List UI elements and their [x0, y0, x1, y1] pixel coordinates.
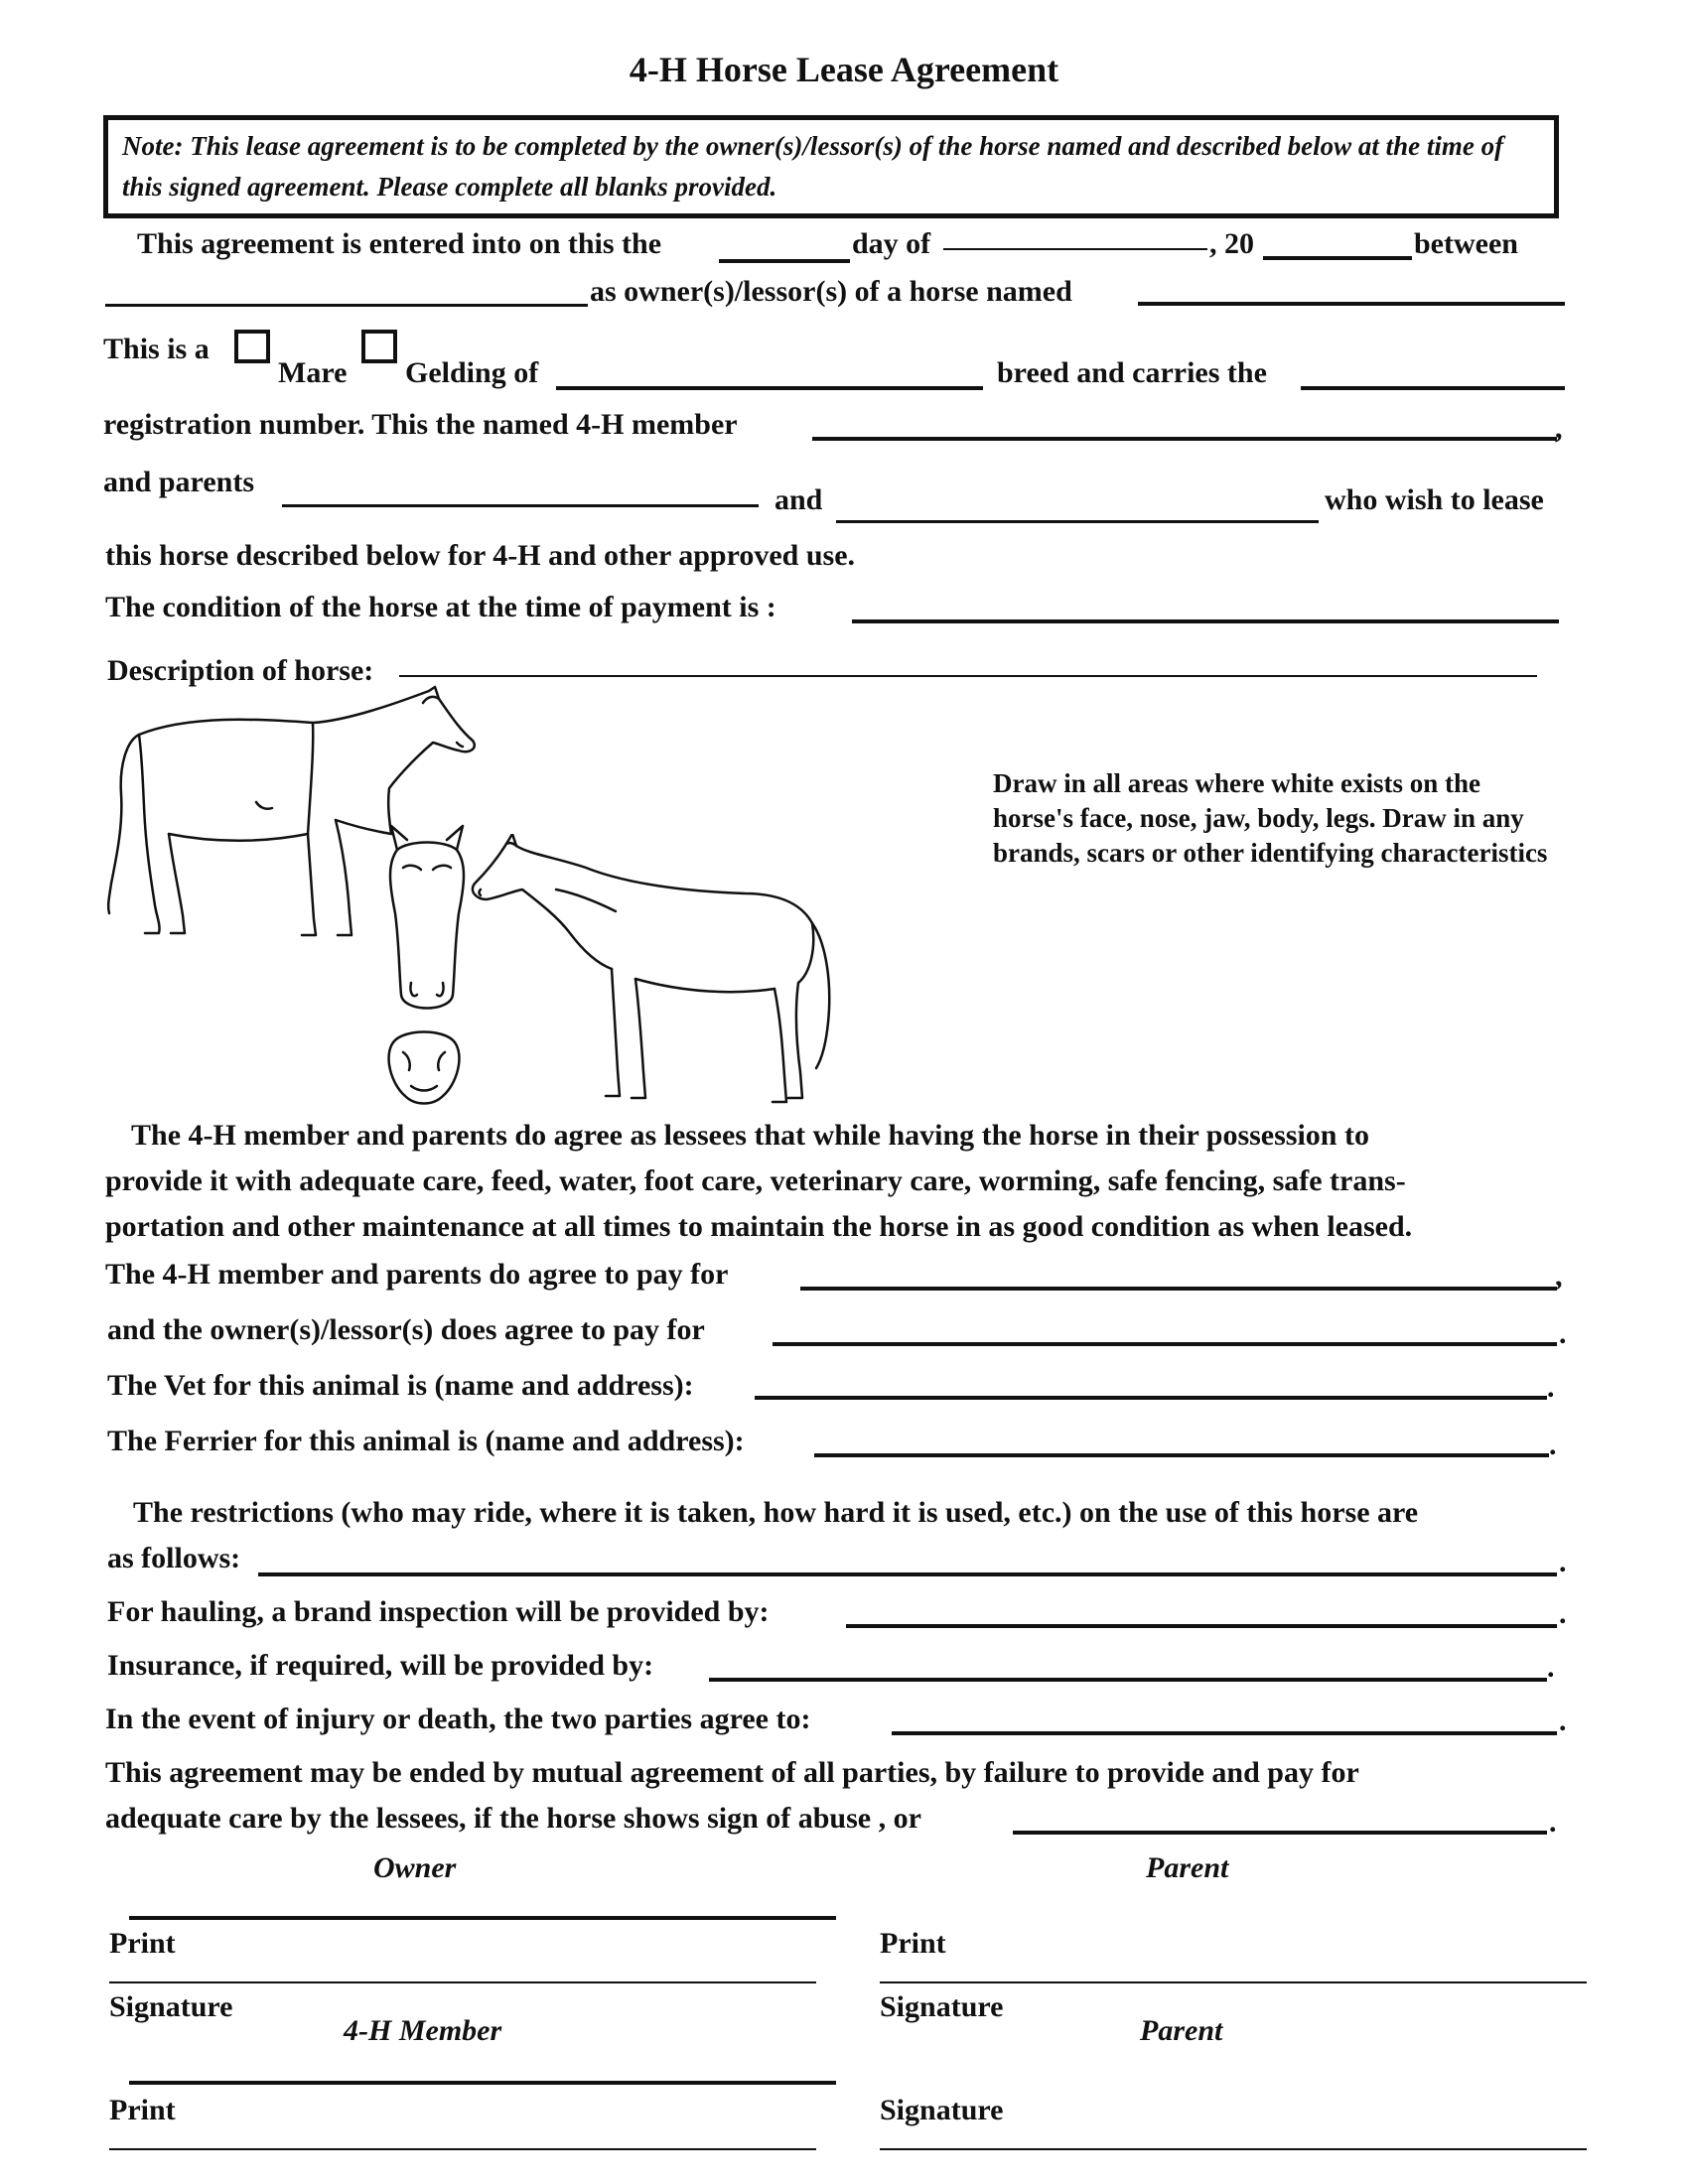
period: .: [1549, 1429, 1557, 1461]
period: .: [1559, 1317, 1567, 1350]
horse-name-blank[interactable]: [1138, 302, 1565, 306]
lessee-paragraph-line3: portation and other maintenance at all times to maintain the horse in as good condition as when leased.: [105, 1210, 1413, 1243]
this-is-a-text: This is a: [103, 333, 210, 365]
injury-text: In the event of injury or death, the two parties agree to:: [105, 1703, 811, 1735]
comma: ,: [1555, 1260, 1563, 1293]
period: .: [1547, 1651, 1555, 1684]
member-print-line[interactable]: [129, 2081, 836, 2085]
owner-signature-label: Signature: [109, 1990, 233, 2023]
restrictions-blank[interactable]: [258, 1572, 1557, 1576]
horse-face-front-icon: [377, 824, 477, 1023]
parent2-signature-line[interactable]: [880, 2148, 1587, 2150]
parent1-blank[interactable]: [282, 504, 759, 507]
owner-label: Owner: [373, 1851, 457, 1884]
period: .: [1559, 1705, 1567, 1737]
owner-pay-text: and the owner(s)/lessor(s) does agree to pay for: [107, 1313, 705, 1346]
year-prefix-text: , 20: [1209, 227, 1254, 260]
month-blank[interactable]: [943, 248, 1207, 250]
page-title: 4-H Horse Lease Agreement: [629, 50, 1059, 89]
period: .: [1559, 1597, 1567, 1630]
member-pay-blank[interactable]: [800, 1287, 1557, 1291]
mare-label: Mare: [278, 356, 348, 389]
description-text: Description of horse:: [107, 654, 374, 687]
owner-name-blank[interactable]: [105, 304, 588, 307]
lease-text: who wish to lease: [1325, 483, 1544, 516]
between-text: between: [1414, 227, 1518, 260]
parent2-signature-label: Signature: [880, 2094, 1004, 2126]
parents-text: and parents: [103, 466, 254, 498]
mare-checkbox[interactable]: [234, 330, 270, 363]
agreement-date-text: This agreement is entered into on this the: [137, 227, 662, 260]
ferrier-text: The Ferrier for this animal is (name and address):: [107, 1425, 745, 1457]
vet-blank[interactable]: [755, 1396, 1547, 1400]
member-signature-line[interactable]: [109, 2148, 816, 2150]
lessee-paragraph-line1: The 4-H member and parents do agree as lessees that while having the horse in their possession to: [131, 1119, 1369, 1152]
note-box: [103, 115, 1559, 218]
gelding-checkbox[interactable]: [361, 330, 397, 363]
registration-text: registration number. This the named 4-H member: [103, 408, 738, 441]
owner-print-line[interactable]: [129, 1916, 836, 1920]
registration-blank[interactable]: [1301, 386, 1565, 390]
hauling-text: For hauling, a brand inspection will be provided by:: [107, 1595, 770, 1628]
year-blank[interactable]: [1263, 256, 1412, 260]
injury-blank[interactable]: [892, 1731, 1557, 1735]
ended-line1: This agreement may be ended by mutual agreement of all parties, by failure to provide and pay for: [105, 1756, 1359, 1789]
lessee-paragraph-line2: provide it with adequate care, feed, water, foot care, veterinary care, worming, safe fencing, safe trans-: [105, 1164, 1406, 1197]
ended-line2: adequate care by the lessees, if the horse shows sign of abuse , or: [105, 1802, 921, 1835]
owner-signature-line[interactable]: [109, 1981, 816, 1983]
note-text: Note: This lease agreement is to be completed by the owner(s)/lessor(s) of the horse named and described below at the time of this signed agreement. Please complete all blanks provided.: [122, 131, 1504, 202]
member-print-label: Print: [109, 2094, 176, 2126]
and-text: and: [774, 483, 823, 516]
restrictions-line2: as follows:: [107, 1542, 241, 1574]
period: .: [1547, 1371, 1555, 1404]
insurance-text: Insurance, if required, will be provided by:: [107, 1649, 654, 1682]
parent-signature-label: Signature: [880, 1990, 1004, 2023]
draw-instructions: Draw in all areas where white exists on the horse's face, nose, jaw, body, legs. Draw in any brands, scars or other identifying characteristics: [993, 768, 1548, 868]
parent-print-label: Print: [880, 1927, 946, 1960]
owner-pay-blank[interactable]: [773, 1342, 1557, 1346]
member-pay-text: The 4-H member and parents do agree to pay for: [105, 1258, 729, 1291]
member-name-blank[interactable]: [812, 437, 1557, 441]
parent2-label: Parent: [1140, 2014, 1223, 2047]
horse-muzzle-icon: [379, 1023, 469, 1112]
condition-blank[interactable]: [852, 619, 1559, 623]
period: .: [1559, 1546, 1567, 1578]
day-of-text: day of: [852, 227, 931, 260]
member-label: 4-H Member: [344, 2014, 502, 2047]
ended-blank[interactable]: [1013, 1831, 1547, 1835]
parent-label: Parent: [1146, 1851, 1229, 1884]
ferrier-blank[interactable]: [814, 1453, 1549, 1457]
gelding-label: Gelding of: [405, 356, 539, 389]
breed-text: breed and carries the: [997, 356, 1267, 389]
comma: ,: [1555, 412, 1563, 445]
breed-blank[interactable]: [556, 386, 983, 390]
parent2-blank[interactable]: [836, 520, 1319, 523]
parent-print-line[interactable]: [880, 1981, 1587, 1983]
condition-text: The condition of the horse at the time of payment is :: [105, 591, 776, 623]
day-blank[interactable]: [719, 259, 850, 263]
restrictions-line1: The restrictions (who may ride, where it is taken, how hard it is used, etc.) on the use of this horse are: [133, 1496, 1419, 1529]
insurance-blank[interactable]: [709, 1678, 1547, 1682]
hauling-blank[interactable]: [846, 1624, 1557, 1628]
owner-print-label: Print: [109, 1927, 176, 1960]
horse-side-right-icon: [467, 834, 864, 1122]
description-blank[interactable]: [399, 675, 1537, 677]
approved-use-text: this horse described below for 4-H and other approved use.: [105, 539, 856, 572]
period: .: [1549, 1806, 1557, 1839]
vet-text: The Vet for this animal is (name and address):: [107, 1369, 694, 1402]
owner-lessor-text: as owner(s)/lessor(s) of a horse named: [590, 275, 1072, 308]
